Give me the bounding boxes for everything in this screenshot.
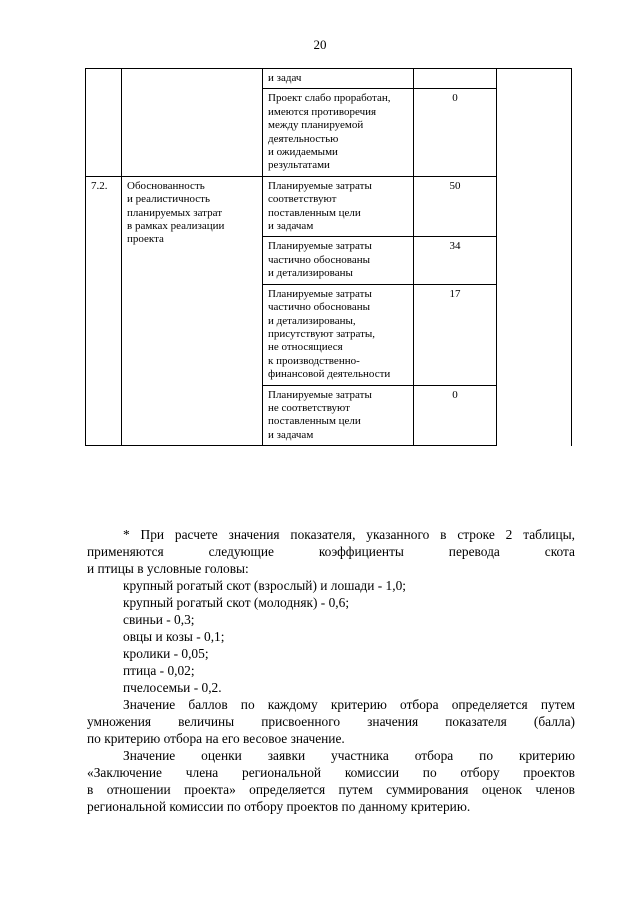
description-cell (263, 237, 414, 284)
list-item: овцы и козы - 0,1; (123, 629, 225, 644)
score-cell (414, 385, 497, 446)
description-cell (263, 385, 414, 446)
criterion-name-cell (122, 176, 263, 445)
score-cell (414, 176, 497, 237)
footnote-line: и птицы в условные головы: (87, 561, 249, 576)
score-text: 0 (452, 92, 458, 105)
paragraph-line: Значение оценки заявки участника отбора по критерию (123, 748, 575, 763)
description-text: Проект слабо проработан, имеются противоречия между планируемой деятельностью и ожидаемыми результатами (268, 92, 391, 172)
criterion-name-cell (122, 69, 263, 177)
list-item: птица - 0,02; (123, 663, 195, 678)
list-item: крупный рогатый скот (молодняк) - 0,6; (123, 595, 350, 610)
table-row (86, 69, 572, 89)
page-number: 20 (313, 37, 327, 52)
paragraph-line: по критерию отбора на его весовое значение. (87, 731, 345, 746)
description-cell (263, 89, 414, 176)
body-text (87, 526, 575, 815)
score-text: 34 (449, 240, 461, 253)
description-text: Планируемые затраты соответствуют поставленным цели и задачам (268, 179, 372, 233)
criterion-number: 7.2. (91, 179, 108, 192)
description-cell (263, 284, 414, 385)
description-text: Планируемые затраты частично обоснованы и детализированы (268, 240, 372, 280)
paragraph-line: в отношении проекта» определяется путем суммирования оценок членов (87, 782, 575, 797)
list-item: кролики - 0,05; (123, 646, 209, 661)
description-text: Планируемые затраты частично обоснованы и детализированы, присутствуют затраты, не относящиеся к производственно- финансовой деятельности (268, 287, 391, 381)
criteria-table (85, 68, 572, 446)
list-item: свиньи - 0,3; (123, 612, 195, 627)
score-text: 50 (449, 179, 461, 192)
score-text: 0 (452, 388, 458, 401)
paragraph-line: региональной комиссии по отбору проектов по данному критерию. (87, 799, 471, 814)
description-text: и задач (268, 72, 302, 84)
number-cell (86, 69, 122, 177)
paragraph-line: «Заключение члена региональной комиссии по отбору проектов (87, 765, 575, 780)
footnote-line: * При расчете значения показателя, указанного в строке 2 таблицы, (123, 527, 575, 542)
number-cell (86, 176, 122, 445)
description-cell (263, 69, 414, 89)
score-cell (414, 237, 497, 284)
score-text: 17 (449, 287, 461, 300)
score-cell (414, 89, 497, 176)
paragraph-line: Значение баллов по каждому критерию отбора определяется путем (123, 697, 575, 712)
list-item: пчелосемьи - 0,2. (123, 680, 222, 695)
criterion-name: Обоснованность и реалистичность планируемых затрат в рамках реализации проекта (127, 179, 225, 246)
list-item: крупный рогатый скот (взрослый) и лошади - 1,0; (123, 578, 407, 593)
footnote-line: применяются следующие коэффициенты перевода скота (87, 544, 575, 559)
weight-cell (497, 69, 572, 446)
paragraph-line: умножения величины присвоенного значения показателя (балла) (87, 714, 575, 729)
description-text: Планируемые затраты не соответствуют поставленным цели и задачам (268, 388, 372, 441)
score-cell (414, 69, 497, 89)
score-cell (414, 284, 497, 385)
description-cell (263, 176, 414, 237)
